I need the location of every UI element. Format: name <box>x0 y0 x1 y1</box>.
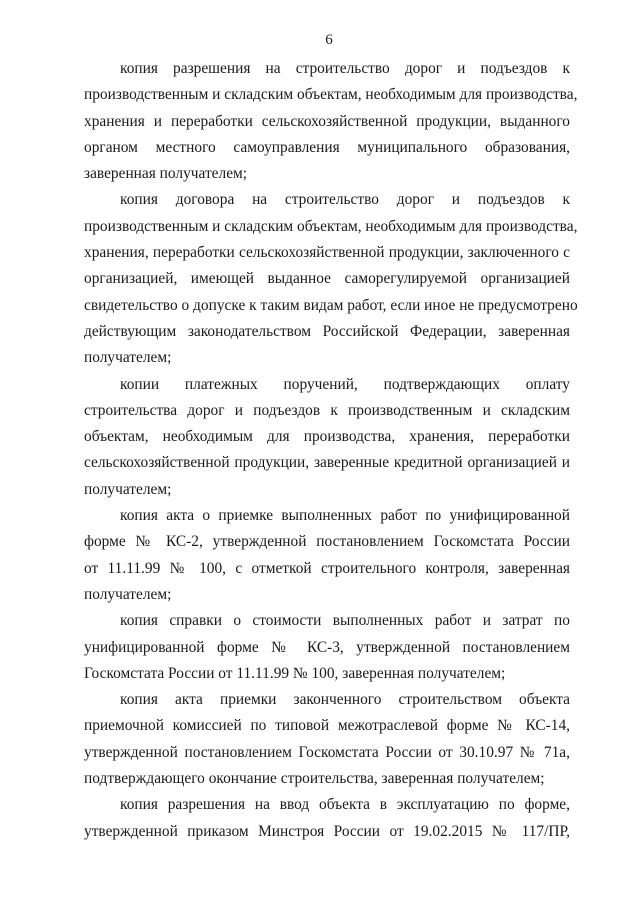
paragraph <box>84 187 578 371</box>
text-line: приемочной комиссией по типовой межотраслевой форме № КС-14, <box>84 717 570 735</box>
paragraph <box>84 372 570 503</box>
paragraph <box>84 56 578 187</box>
paragraph <box>84 687 570 792</box>
text-line: производственным и складским объектам, необходимым для производства, <box>84 86 578 104</box>
text-line: копия разрешения на строительство дорог и подъездов к <box>120 60 570 77</box>
text-line: форме № КС-2, утвержденной постановлением Госкомстата России <box>84 533 570 551</box>
text-line: копия разрешения на ввод объекта в эксплуатацию по форме, <box>120 796 570 814</box>
text-line: от 11.11.99 № 100, с отметкой строительного контроля, заверенная <box>84 559 570 577</box>
text-line: утвержденной постановлением Госкомстата России от 30.10.97 № 71а, <box>84 743 570 761</box>
text-line: копия акта приемки законченного строительством объекта <box>120 691 570 709</box>
text-line: органом местного самоуправления муниципального образования, <box>84 138 570 156</box>
paragraph <box>84 792 570 845</box>
text-line: копия акта о приемке выполненных работ по унифицированной <box>120 507 570 525</box>
text-line: свидетельство о допуске к таким видам работ, если иное не предусмотрено <box>84 296 578 314</box>
document-body <box>84 56 578 845</box>
paragraph <box>84 608 570 687</box>
text-line: действующим законодательством Российской Федерации, заверенная <box>84 322 570 340</box>
paragraph <box>84 503 570 608</box>
text-line: Госкомстата России от 11.11.99 № 100, заверенная получателем; <box>84 664 506 682</box>
text-line: утвержденной приказом Минстроя России от 19.02.2015 № 117/ПР, <box>84 822 570 840</box>
text-line: подтверждающего окончание строительства, заверенная получателем; <box>84 770 545 788</box>
text-line: копии платежных поручений, подтверждающих оплату <box>120 375 570 393</box>
text-line: получателем; <box>84 585 172 603</box>
page-number: 6 <box>325 32 333 48</box>
text-line: копия договора на строительство дорог и подъездов к <box>120 191 570 209</box>
text-line: хранения и переработки сельскохозяйственной продукции, выданного <box>84 112 570 130</box>
text-line: объектам, необходимым для производства, хранения, переработки <box>84 428 570 446</box>
text-line: унифицированной форме № КС-3, утвержденной постановлением <box>84 638 570 656</box>
text-line: строительства дорог и подъездов к производственным и складским <box>84 401 570 419</box>
text-line: хранения, переработки сельскохозяйственной продукции, заключенного с <box>84 244 570 262</box>
text-line: получателем; <box>84 349 172 367</box>
text-line: заверенная получателем; <box>84 165 248 183</box>
text-line: производственным и складским объектам, необходимым для производства, <box>84 217 578 235</box>
text-line: организацией, имеющей выданное саморегулируемой организацией <box>84 270 570 288</box>
text-line: сельскохозяйственной продукции, заверенные кредитной организацией и <box>84 454 570 472</box>
text-line: копия справки о стоимости выполненных работ и затрат по <box>120 612 570 630</box>
text-line: получателем; <box>84 480 172 498</box>
